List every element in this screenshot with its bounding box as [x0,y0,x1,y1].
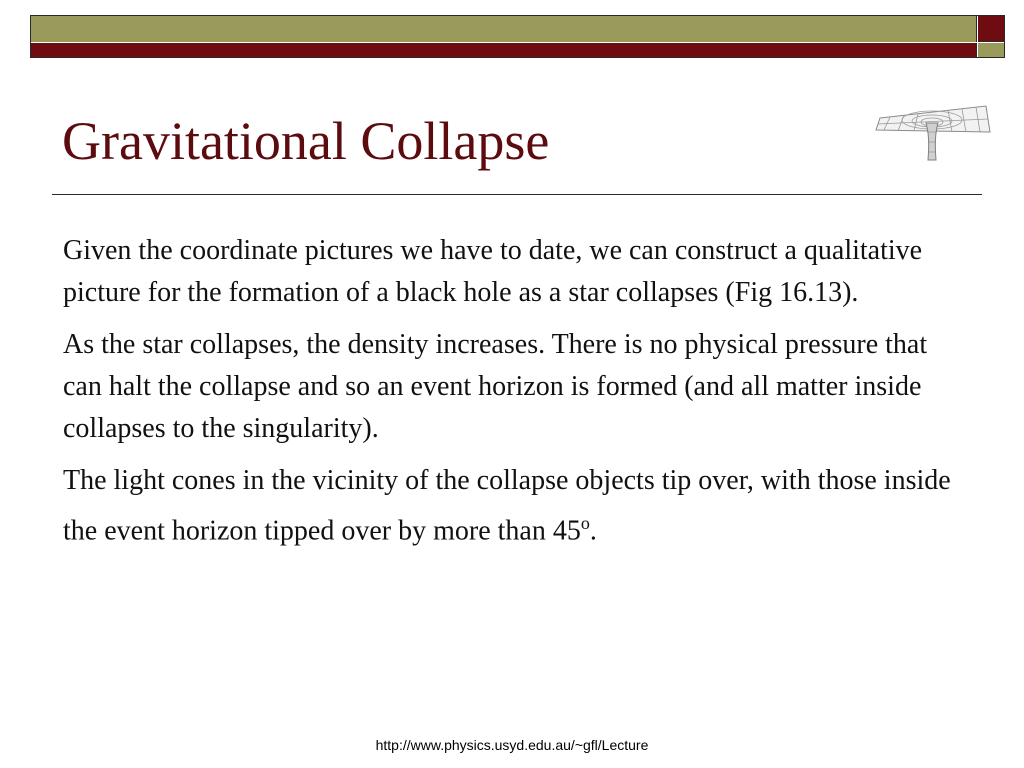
header-bar-maroon [31,43,977,57]
header-square-olive [978,43,1004,57]
curved-spacetime-funnel-icon [874,96,992,166]
body-paragraph-text: The light cones in the vicinity of the collapse objects tip over, with those inside the event horizon tipped over by more than 45 [63,465,951,547]
title-divider [52,194,982,195]
body-paragraph: Given the coordinate pictures we have to date, we can construct a qualitative picture for the formation of a black hole as a star collapses (Fig 16.13). [63,235,923,308]
degree-superscript: o [580,513,590,533]
header-square-maroon [978,16,1004,42]
slide-body [63,230,968,562]
body-paragraph: As the star collapses, the density increases. There is no physical pressure that can halt the collapse and so an event horizon is formed (and all matter inside collapses to the singularity). [63,329,928,444]
header-bar-olive [31,16,977,42]
paragraph-end: . [589,515,597,547]
slide-title: Gravitational Collapse [62,111,550,171]
body-paragraph-last [63,460,968,552]
footer-url: http://www.physics.usyd.edu.au/~gfl/Lecture [375,737,649,753]
